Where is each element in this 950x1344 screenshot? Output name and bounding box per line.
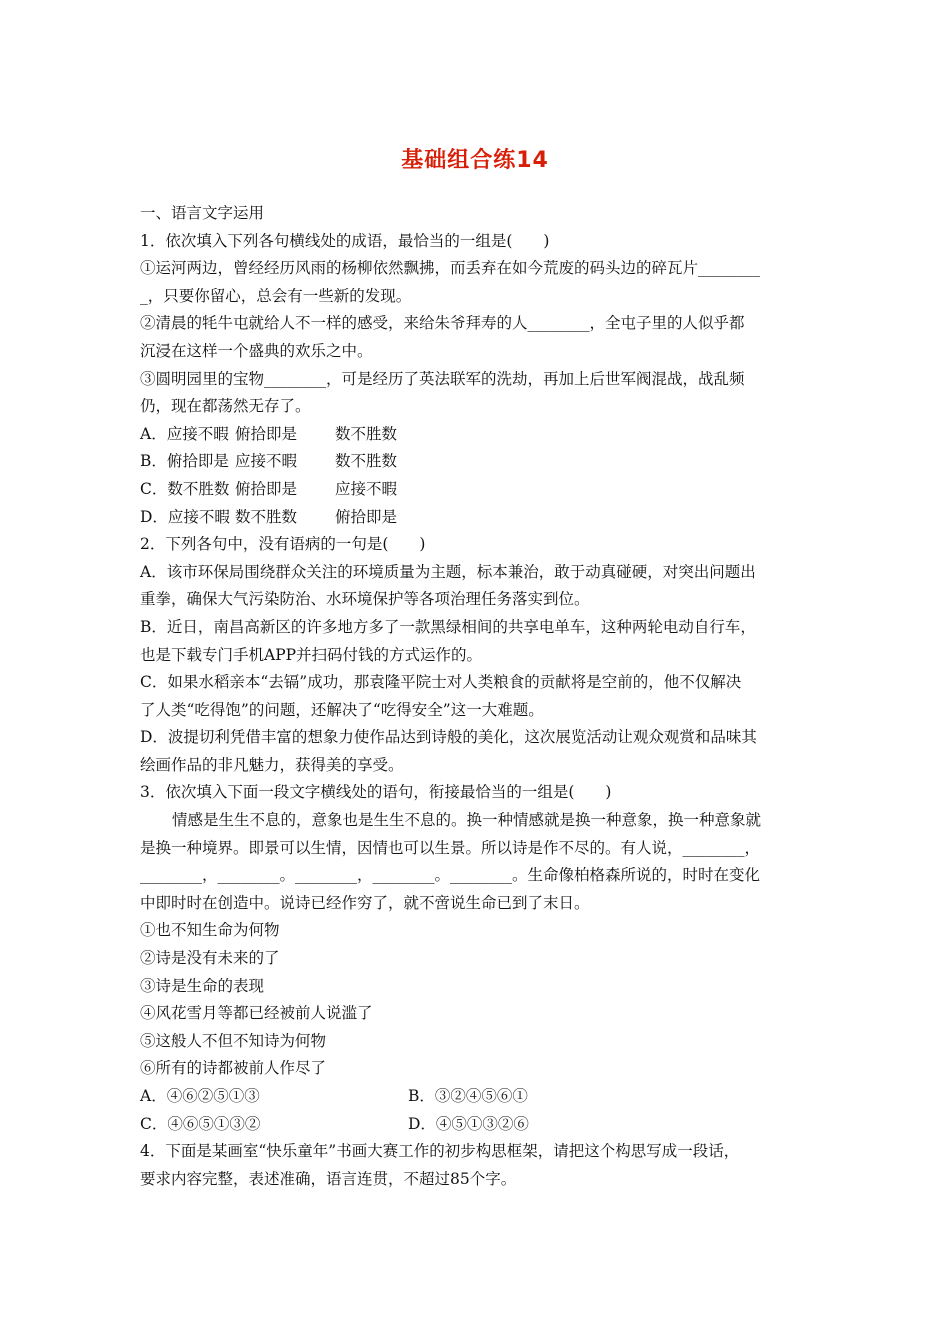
q3-option-a: A．④⑥②⑤①③: [140, 1087, 260, 1105]
q3-item-3: ③诗是生命的表现: [140, 976, 265, 995]
q3-option-b: B．③②④⑤⑥①: [408, 1087, 528, 1105]
q2-option-d-cont: 绘画作品的非凡魅力，获得美的享受。: [140, 755, 404, 774]
q1-option-a: A．应接不暇 俯拾即是 数不胜数: [140, 424, 398, 443]
q3-item-2: ②诗是没有未来的了: [140, 949, 280, 968]
q2-option-b: B．近日，南昌高新区的许多地方多了一款黑绿相间的共享电单车，这种两轮电动自行车，: [140, 617, 756, 636]
q1-sentence-3: ③圆明园里的宝物________，可是经历了英法联军的洗劫，再加上后世军阀混战，战乱频: [140, 369, 745, 388]
q4-stem-cont: 要求内容完整，表述准确，语言连贯，不超过85个字。: [140, 1169, 517, 1188]
document-body: [140, 200, 812, 1193]
q3-item-1: ①也不知生命为何物: [140, 921, 280, 940]
q1-option-d: D．应接不暇 数不胜数 俯拾即是: [140, 507, 398, 526]
q3-item-6: ⑥所有的诗都被前人作尽了: [140, 1059, 327, 1078]
q3-passage-line-4: 中即时时在创造中。说诗已经作穷了，就不啻说生命已到了末日。: [140, 893, 590, 912]
q1-sentence-1-cont: _，只要你留心，总会有一些新的发现。: [140, 286, 412, 305]
q1-sentence-3-cont: 仍，现在都荡然无存了。: [140, 397, 311, 416]
q2-option-d: D．波提切利凭借丰富的想象力使作品达到诗般的美化，这次展览活动让观众观赏和品味其: [140, 728, 757, 747]
q2-option-c: C．如果水稻亲本“去镉”成功，那袁隆平院士对人类粮食的贡献将是空前的，他不仅解决: [140, 673, 742, 692]
q3-item-5: ⑤这般人不但不知诗为何物: [140, 1031, 327, 1050]
q1-sentence-2: ②清晨的牦牛屯就给人不一样的感受，来给朱爷拜寿的人________，全屯子里的人似乎都: [140, 314, 745, 333]
q3-passage-line-3: ________，________。________，________。________。生命像柏格森所说的，时时在变化: [140, 866, 761, 885]
q1-sentence-2-cont: 沉浸在这样一个盛典的欢乐之中。: [140, 341, 373, 360]
q1-option-c: C．数不胜数 俯拾即是 应接不暇: [140, 479, 398, 498]
section-heading: 一、语言文字运用: [140, 204, 265, 222]
q3-stem: 3．依次填入下面一段文字横线处的语句，衔接最恰当的一组是( ): [140, 783, 612, 802]
q3-passage-line-1: 情感是生生不息的，意象也是生生不息的。换一种情感就是换一种意象，换一种意象就: [172, 811, 762, 830]
q4-stem: 4．下面是某画室“快乐童年”书画大赛工作的初步构思框架，请把这个构思写成一段话，: [140, 1142, 740, 1161]
q3-option-c: C．④⑥⑤①③②: [140, 1114, 261, 1133]
q3-passage-line-2: 是换一种境界。即景可以生情，因情也可以生景。所以诗是作不尽的。有人说，________，: [140, 838, 761, 857]
q2-option-c-cont: 了人类“吃得饱”的问题，还解决了“吃得安全”这一大难题。: [140, 700, 544, 719]
q2-option-a: A．该市环保局围绕群众关注的环境质量为主题，标本兼治，敢于动真碰硬，对突出问题出: [140, 562, 756, 581]
q3-options-row-1: [140, 1083, 812, 1111]
page-title: 基础组合练14: [401, 148, 549, 173]
q1-option-b: B．俯拾即是 应接不暇 数不胜数: [140, 452, 398, 471]
q1-sentence-1: ①运河两边，曾经经历风雨的杨柳依然飘拂，而丢弃在如今荒废的码头边的碎瓦片________: [140, 259, 761, 278]
q1-stem: 1．依次填入下列各句横线处的成语，最恰当的一组是( ): [140, 231, 550, 250]
q2-stem: 2．下列各句中，没有语病的一句是( ): [140, 535, 426, 554]
q2-option-b-cont: 也是下载专门手机APP并扫码付钱的方式运作的。: [140, 645, 483, 664]
q3-item-4: ④风花雪月等都已经被前人说滥了: [140, 1004, 373, 1023]
q2-option-a-cont: 重拳，确保大气污染防治、水环境保护等各项治理任务落实到位。: [140, 590, 590, 609]
q3-options-row-2: [140, 1111, 812, 1139]
q3-option-d: D．④⑤①③②⑥: [408, 1114, 529, 1133]
